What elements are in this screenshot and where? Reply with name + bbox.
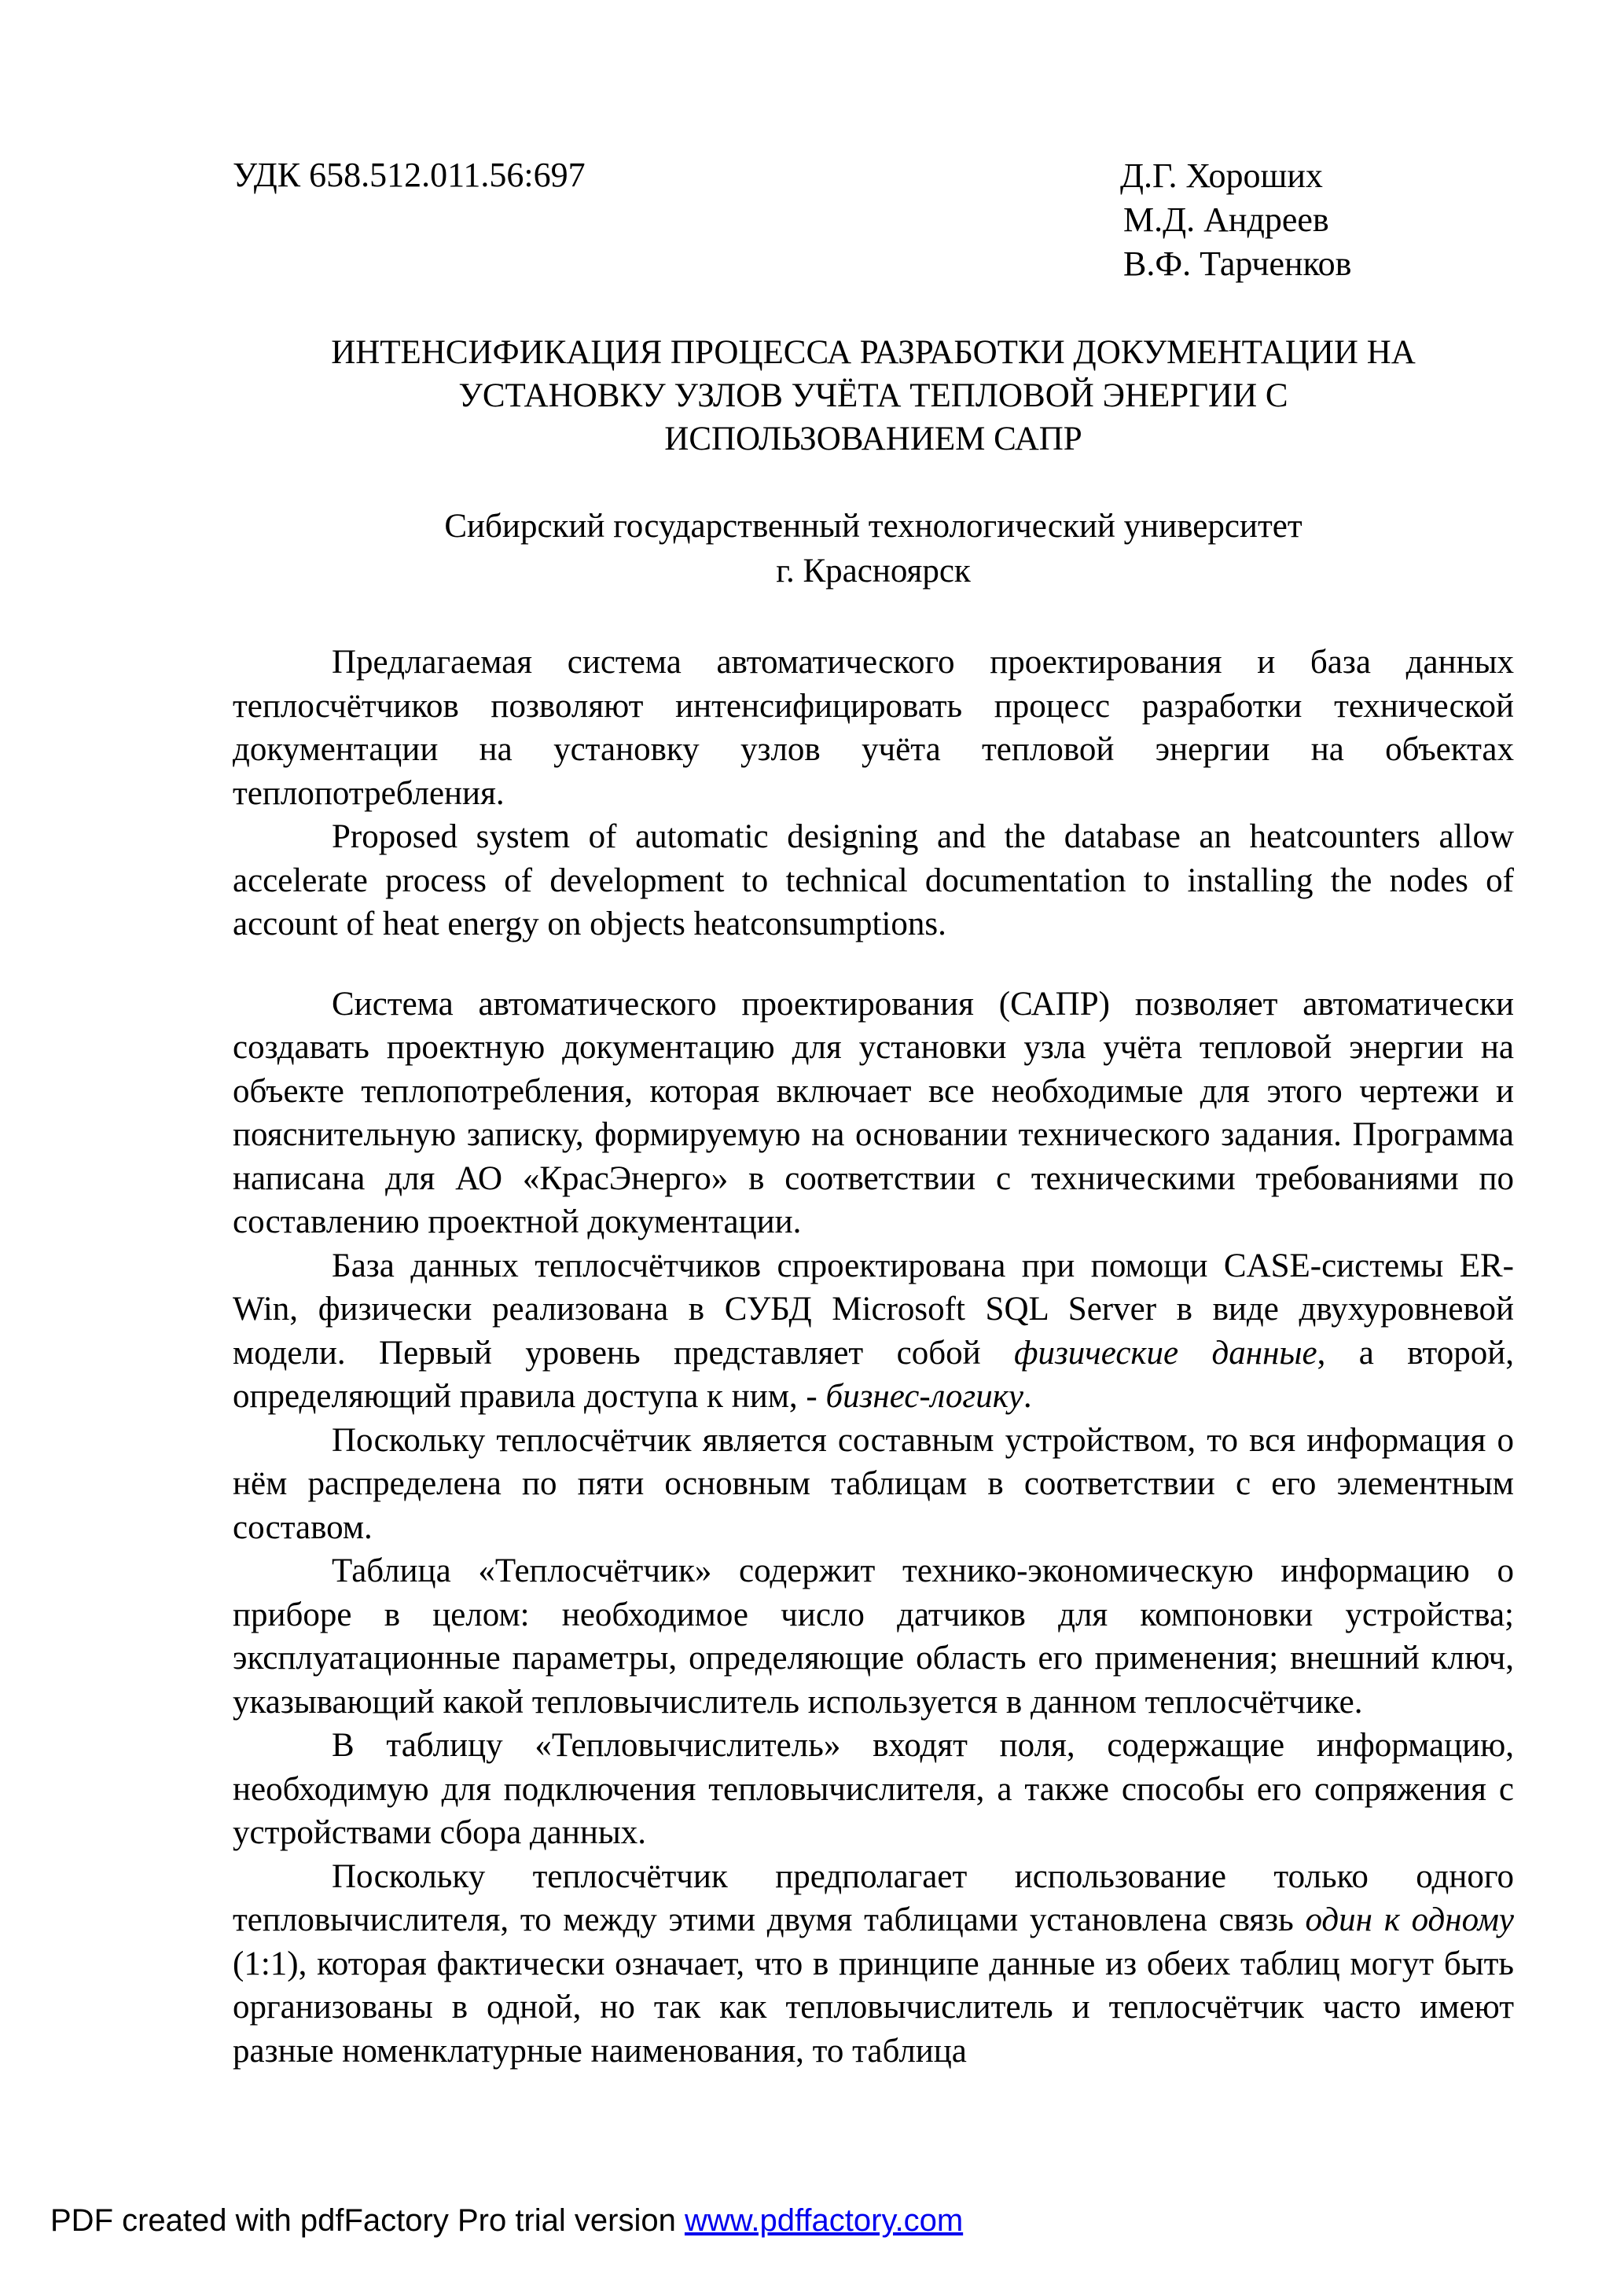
paper-title (233, 331, 1514, 461)
paragraph-relationship (233, 1855, 1514, 2074)
section-gap (233, 946, 1514, 983)
abstract-en: Proposed system of automatic designing and the database an heatcounters allow accelerate process of development to technical documentation to installing the nodes of account of heat energy on objects heatconsumptions. (233, 818, 1514, 942)
title-line: УСТАНОВКУ УЗЛОВ УЧЁТА ТЕПЛОВОЙ ЭНЕРГИИ С (458, 377, 1288, 414)
text-run: Поскольку теплосчётчик предполагает использование только одного тепловычислителя, то между этими двумя таблицами установлена связь (233, 1857, 1514, 1938)
paper-body (233, 641, 1514, 2073)
paragraph-intro: Система автоматического проектирования (САПР) позволяет автоматически создавать проектную документацию для установки узла учёта тепловой энергии на объекте теплопотребления, которая включает все необходимые для этого чертежи и пояснительную записку, формируемую на основании технического задания. Программа написана для АО «КрасЭнерго» в соответствии с техническими требованиями по составлению проектной документации. (233, 985, 1514, 1240)
footer-text: PDF created with pdfFactory Pro trial version (50, 2203, 685, 2238)
university-name: Сибирский государственный технологический университет (444, 508, 1303, 545)
author-name: Д.Г. Хороших (1120, 156, 1323, 195)
pdf-watermark-footer (50, 2201, 963, 2240)
affiliation (233, 504, 1514, 593)
author-list (1120, 154, 1351, 286)
author-name: М.Д. Андреев (1123, 200, 1329, 239)
pdffactory-link[interactable]: www.pdffactory.com (684, 2203, 964, 2238)
text-run: . (1023, 1378, 1032, 1415)
paragraph-heatmeter-table: Таблица «Теплосчётчик» содержит технико-экономическую информацию о приборе в целом: необходимое число датчиков для компоновки устройства; эксплуатационные параметры, определяющие область его применения; внешний ключ, указывающий какой тепловычислитель используется в данном теплосчётчике. (233, 1552, 1514, 1721)
paragraph-database (233, 1244, 1514, 1419)
title-line: ИСПОЛЬЗОВАНИЕМ САПР (664, 421, 1082, 457)
title-line: ИНТЕНСИФИКАЦИЯ ПРОЦЕССА РАЗРАБОТКИ ДОКУМЕНТАЦИИ НА (331, 334, 1416, 371)
paragraph-composition: Поскольку теплосчётчик является составным устройством, то вся информация о нём распределена по пяти основным таблицам в соответствии с его элементным составом. (233, 1421, 1514, 1546)
text-run: База данных теплосчётчиков спроектирована при помощи CASE-системы ER-Win, физически реализована в СУБД Microsoft SQL Server в виде двухуровневой модели. Первый уровень представляет собой (233, 1247, 1514, 1372)
emphasis-text: один к одному (1305, 1901, 1514, 1938)
abstract-ru: Предлагаемая система автоматического проектирования и база данных теплосчётчиков позволяют интенсифицировать процесс разработки технической документации на установку узлов учёта тепловой энергии на объектах теплопотребления. (233, 644, 1514, 812)
text-run: (1:1), которая фактически означает, что в принципе данные из обеих таблиц могут быть организованы в одной, но так как тепловычислитель и теплосчётчик часто имеют разные номенклатурные наименования, то таблица (233, 1945, 1514, 2070)
emphasis-text: физические данные (1013, 1334, 1317, 1372)
text-run: , а второй, определяющий правила доступа к ним, - (233, 1334, 1514, 1415)
emphasis-text: бизнес-логику (825, 1378, 1023, 1415)
paragraph-calculator-table: В таблицу «Тепловычислитель» входят поля, содержащие информацию, необходимую для подключения тепловычислителя, а также способы его сопряжения с устройствами сбора данных. (233, 1727, 1514, 1851)
city-name: г. Красноярск (776, 553, 971, 590)
author-name: В.Ф. Тарченков (1123, 244, 1352, 283)
udk-code: УДК 658.512.011.56:697 (233, 156, 586, 194)
